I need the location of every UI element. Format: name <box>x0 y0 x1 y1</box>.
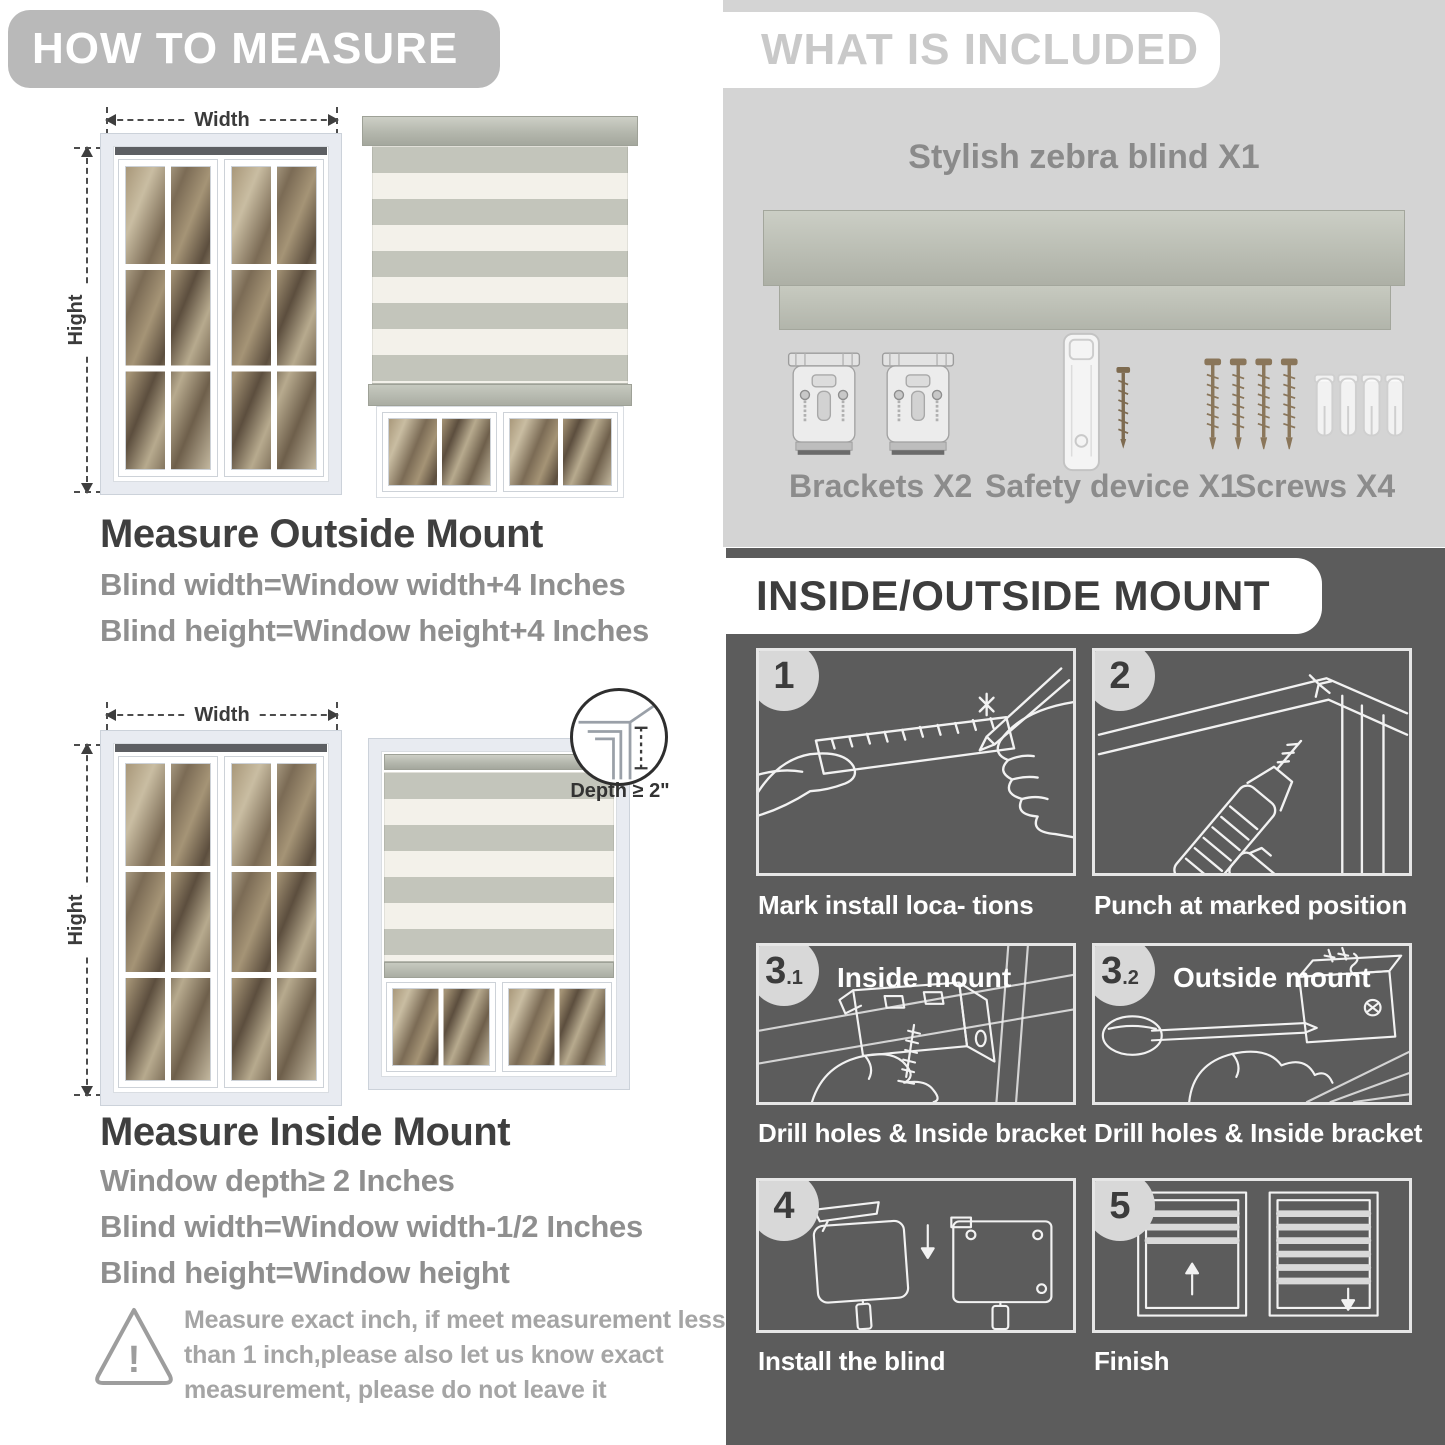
svg-text:!: ! <box>127 1339 141 1381</box>
width-label-inside: Width <box>184 701 259 729</box>
height-label-inside: Hight <box>63 886 89 953</box>
step-3-2-caption: Drill holes & Inside bracket <box>1094 1118 1423 1148</box>
step-4-caption: Install the blind <box>758 1346 946 1376</box>
window-lower-part <box>382 978 616 1076</box>
zebra-blind-headrail-lip <box>779 286 1391 330</box>
brackets-label: Brackets X2 <box>789 468 973 504</box>
what-is-included-title: WHAT IS INCLUDED <box>761 25 1200 74</box>
how-to-measure-header: HOW TO MEASURE <box>8 10 500 88</box>
width-arrow-outside <box>107 109 337 131</box>
step-number-sub: .2 <box>1122 967 1139 989</box>
step-number: 2 <box>1109 655 1131 697</box>
bracket-icon <box>879 345 957 463</box>
warning-line3: measurement, please do not leave it <box>184 1376 607 1404</box>
window-lower-part <box>376 406 624 498</box>
mount-header-pill <box>726 558 1322 634</box>
window-top-rail <box>115 744 327 752</box>
zebra-blind-label: Stylish zebra blind X1 <box>908 138 1260 176</box>
step-number: 3 <box>1101 950 1123 992</box>
inside-outside-mount-panel <box>726 548 1445 1445</box>
window-sash <box>119 160 217 476</box>
depth-label: Depth ≥ 2" <box>570 780 670 802</box>
window-illustration-outside <box>100 133 342 495</box>
screws-icon <box>1199 352 1405 462</box>
outside-mount-title: Measure Outside Mount <box>100 512 543 556</box>
screws-label: Screws X4 <box>1235 468 1396 504</box>
step-number: 3 <box>765 950 787 992</box>
step-4-panel <box>756 1178 1076 1333</box>
step-number: 1 <box>773 655 795 697</box>
warning-line1: Measure exact inch, if meet measurement less <box>184 1306 726 1334</box>
window-corner-detail-icon <box>573 691 665 783</box>
step-number: 5 <box>1109 1185 1131 1227</box>
step-1-caption: Mark install loca- tions <box>758 890 1034 920</box>
blind-illustration-outside-mount <box>362 116 638 508</box>
mount-header-title: INSIDE/OUTSIDE MOUNT <box>756 572 1271 619</box>
step-3-1-panel <box>756 943 1076 1105</box>
warning-triangle-icon <box>92 1302 176 1392</box>
brackets-illustration <box>785 345 957 463</box>
window-sash <box>119 757 217 1087</box>
step-3-1-caption: Drill holes & Inside bracket <box>758 1118 1087 1148</box>
width-arrow-inside <box>107 704 337 726</box>
step-3-2-panel <box>1092 943 1412 1105</box>
blind-fabric <box>372 146 628 384</box>
inside-mount-line2: Blind width=Window width-1/2 Inches <box>100 1209 643 1244</box>
outside-mount-line1: Blind width=Window width+4 Inches <box>100 567 626 602</box>
outside-mount-line2: Blind height=Window height+4 Inches <box>100 613 649 648</box>
warning-text <box>184 1303 725 1408</box>
window-sash <box>225 757 323 1087</box>
blind-bottom-bar <box>368 384 632 406</box>
blind-bottom-bar <box>384 962 614 978</box>
height-label-outside: Hight <box>63 286 89 353</box>
step-number: 4 <box>773 1185 795 1227</box>
window-illustration-inside <box>100 730 342 1106</box>
step-2-caption: Punch at marked position <box>1094 890 1408 920</box>
width-label-outside: Width <box>184 106 259 134</box>
inside-mount-title: Measure Inside Mount <box>100 1110 511 1154</box>
depth-detail-magnifier <box>570 688 668 786</box>
step-5-panel <box>1092 1178 1412 1333</box>
step-2-panel <box>1092 648 1412 876</box>
zebra-blind-headrail <box>763 210 1405 286</box>
what-is-included-header-pill <box>723 12 1220 88</box>
step-1-panel <box>756 648 1076 876</box>
step-number-sub: .1 <box>786 967 803 989</box>
safety-device-icon <box>1051 330 1141 476</box>
blind-cassette <box>362 116 638 146</box>
height-arrow-outside <box>65 148 88 492</box>
warning-line2: than 1 inch,please also let us know exact <box>184 1341 664 1369</box>
window-sash <box>225 160 323 476</box>
safety-device-label: Safety device X1 <box>985 468 1238 504</box>
height-arrow-inside <box>65 745 88 1095</box>
step-5-caption: Finish <box>1094 1346 1170 1376</box>
what-is-included-panel <box>723 0 1445 547</box>
bracket-icon <box>785 345 863 463</box>
step-3-1-title: Inside mount <box>837 962 1012 993</box>
inside-mount-line3: Blind height=Window height <box>100 1255 510 1290</box>
step-3-2-title: Outside mount <box>1173 962 1371 993</box>
window-top-rail <box>115 147 327 155</box>
inside-mount-line1: Window depth≥ 2 Inches <box>100 1163 455 1198</box>
